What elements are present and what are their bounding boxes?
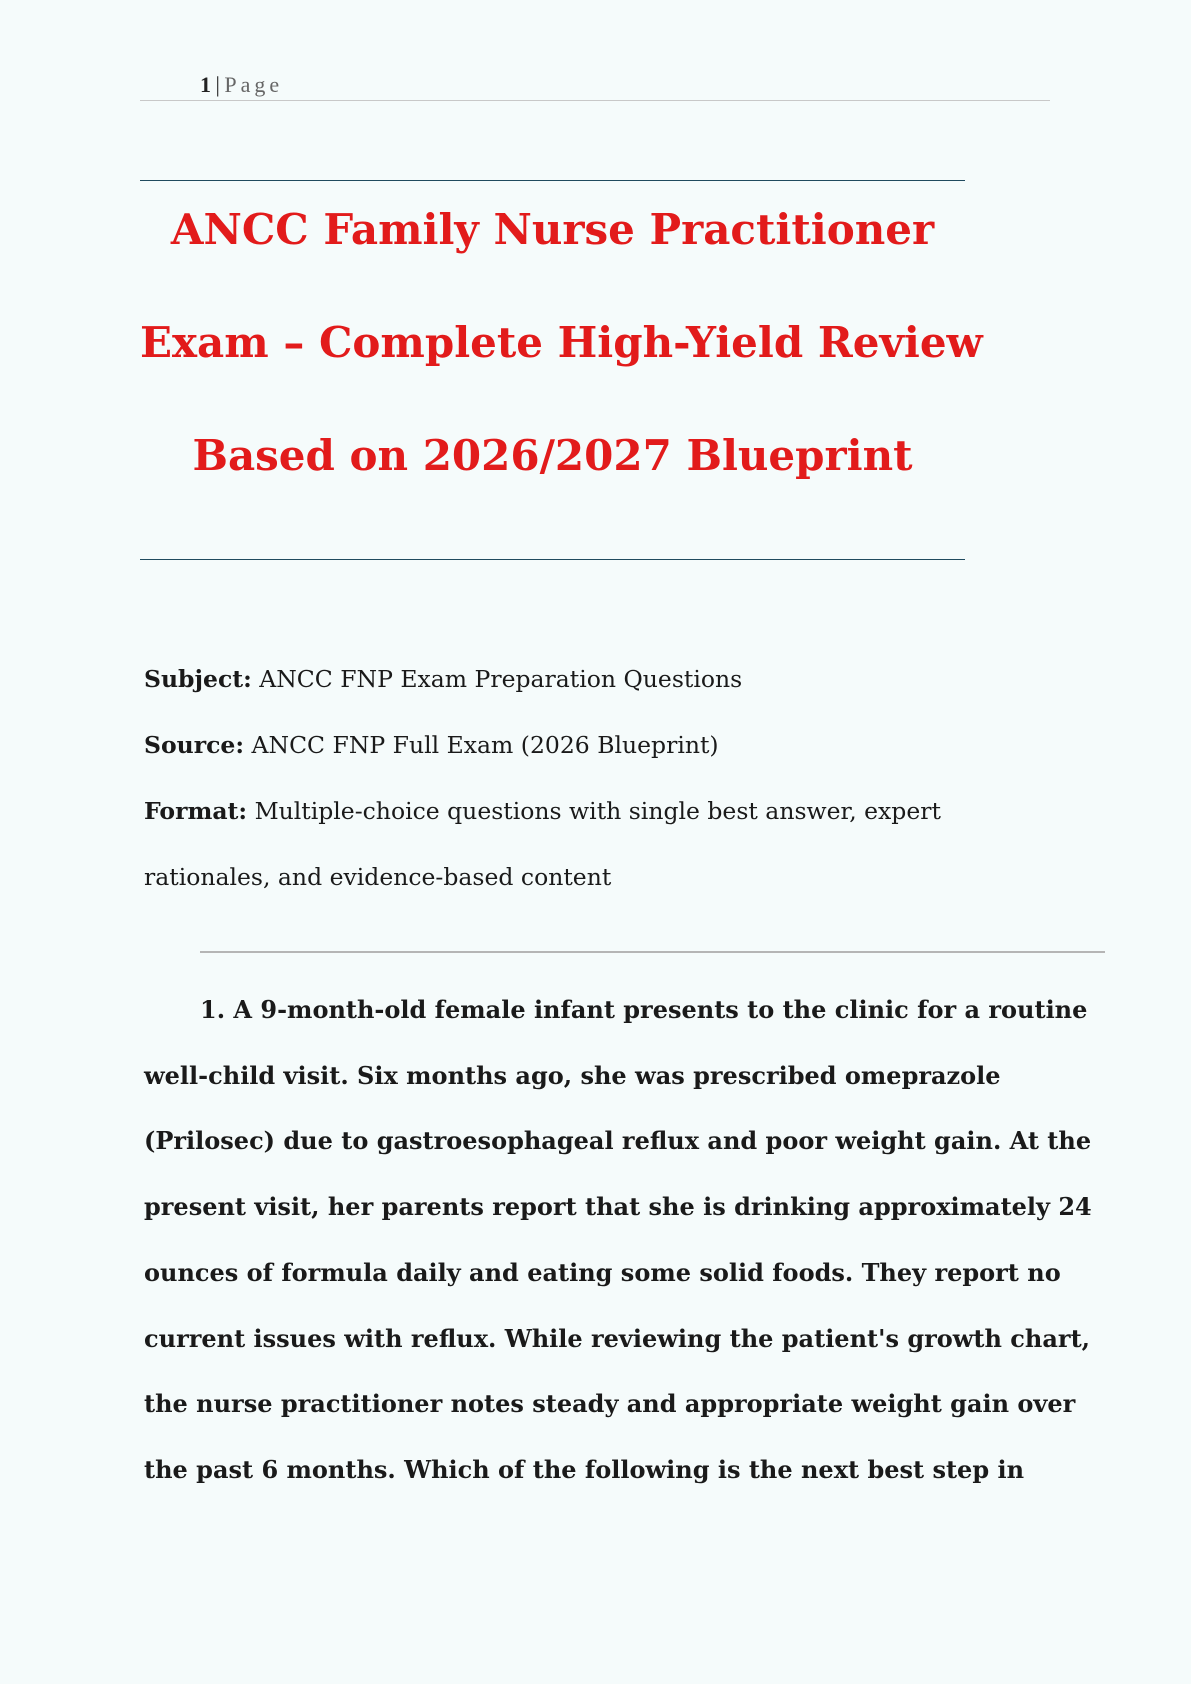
question-1-line: current issues with reflux. While reviewing the patient's growth chart, bbox=[144, 1323, 1091, 1353]
question-1-line: well-child visit. Six months ago, she was prescribed omeprazole bbox=[144, 1060, 1001, 1090]
source-line bbox=[144, 731, 719, 759]
section-divider bbox=[200, 951, 1105, 953]
header-divider bbox=[140, 100, 1050, 101]
question-1-line: the past 6 months. Which of the following is the next best step in bbox=[144, 1454, 1025, 1484]
page-number: 1 bbox=[200, 72, 212, 97]
document-title-line-2: Exam – Complete High-Yield Review bbox=[140, 318, 983, 367]
format-line bbox=[144, 797, 941, 825]
page-separator: | bbox=[215, 72, 221, 97]
format-value: Multiple-choice questions with single best answer, expert bbox=[254, 797, 941, 825]
title-bottom-rule bbox=[140, 559, 965, 560]
format-label: Format: bbox=[144, 797, 248, 825]
page-header bbox=[200, 72, 283, 98]
question-1-line: (Prilosec) due to gastroesophageal reflux and poor weight gain. At the bbox=[144, 1126, 1092, 1156]
source-label: Source: bbox=[144, 731, 245, 759]
document-title-line-1: ANCC Family Nurse Practitioner bbox=[170, 205, 935, 254]
question-1-line: 1. A 9-month-old female infant presents to the clinic for a routine bbox=[200, 995, 1088, 1024]
subject-value: ANCC FNP Exam Preparation Questions bbox=[259, 665, 743, 693]
subject-label: Subject: bbox=[144, 665, 252, 693]
title-top-rule bbox=[140, 180, 965, 181]
document-title-line-3: Based on 2026/2027 Blueprint bbox=[192, 431, 913, 480]
page-label: Page bbox=[224, 72, 284, 97]
question-1-line: ounces of formula daily and eating some solid foods. They report no bbox=[144, 1257, 1061, 1287]
question-1-line: the nurse practitioner notes steady and appropriate weight gain over bbox=[144, 1389, 1076, 1419]
subject-line bbox=[144, 665, 742, 693]
question-1-line: present visit, her parents report that she is drinking approximately 24 bbox=[144, 1192, 1092, 1222]
format-line-continued: rationales, and evidence-based content bbox=[144, 863, 612, 891]
source-value: ANCC FNP Full Exam (2026 Blueprint) bbox=[251, 731, 719, 759]
